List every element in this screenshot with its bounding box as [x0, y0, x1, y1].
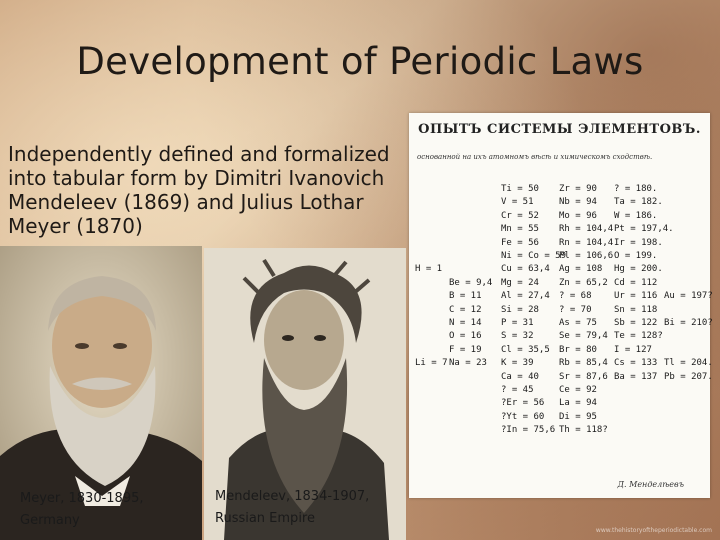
element-cell: K = 39: [501, 358, 534, 369]
element-cell: ?Er = 56: [501, 398, 545, 409]
element-cell: Zn = 65,2: [559, 277, 608, 288]
element-cell: ? = 68: [559, 291, 592, 302]
element-cell: Te = 128?: [614, 331, 663, 342]
element-table-row: [409, 183, 710, 196]
element-cell: S = 32: [501, 331, 534, 342]
element-cell: Ni = Co = 59: [501, 251, 567, 261]
element-cell: O = 199.: [614, 251, 658, 261]
element-cell: Cs = 133: [614, 358, 658, 369]
element-cell: Pt = 197,4.: [614, 224, 674, 235]
element-cell: Ti = 50: [501, 184, 539, 194]
element-cell: Cd = 112: [614, 277, 658, 288]
element-table-row: [409, 397, 710, 410]
element-cell: Cu = 63,4: [501, 264, 550, 275]
element-cell: Sr = 87,6: [559, 371, 608, 382]
element-cell: W = 186.: [614, 210, 658, 221]
element-cell: N = 14: [449, 318, 482, 328]
element-cell: Ur = 116: [614, 291, 658, 302]
element-cell: Ce = 92: [559, 385, 597, 395]
element-table-row: [409, 424, 710, 437]
element-cell: Na = 23: [449, 358, 487, 369]
element-cell: O = 16: [449, 331, 482, 342]
element-cell: Au = 197?: [664, 291, 713, 302]
element-cell: Zr = 90: [559, 184, 597, 194]
element-table-row: [409, 263, 710, 276]
element-cell: Al = 27,4: [501, 291, 550, 302]
element-table-row: [409, 411, 710, 424]
element-cell: As = 75: [559, 318, 597, 328]
element-cell: La = 94: [559, 398, 597, 409]
element-cell: Ta = 182.: [614, 197, 663, 208]
element-table: [409, 183, 713, 453]
element-cell: Ag = 108: [559, 264, 603, 275]
element-table-row: [409, 196, 710, 209]
element-cell: Ba = 137: [614, 371, 658, 382]
element-cell: V = 51: [501, 197, 534, 208]
element-table-row: [409, 344, 710, 357]
table-signature: Д. Менделѣевъ: [617, 480, 684, 489]
element-table-row: [409, 290, 713, 303]
element-cell: Hg = 200.: [614, 264, 663, 275]
element-table-row: [409, 250, 710, 263]
slide-title: Development of Periodic Laws: [76, 40, 644, 83]
element-cell: Fe = 56: [501, 237, 539, 248]
table-subtitle: основанной на ихъ атомномъ вѣсѣ и химическомъ сходствѣ.: [417, 153, 653, 161]
element-cell: Mn = 55: [501, 224, 539, 235]
element-cell: Br = 80: [559, 344, 597, 355]
element-cell: ?In = 75,6: [501, 425, 556, 436]
element-cell: Mo = 96: [559, 210, 597, 221]
element-cell: Tl = 204.: [664, 358, 713, 369]
element-cell: Be = 9,4: [449, 277, 493, 288]
mendeleev-caption: Mendeleev, 1834-1907, Russian Empire: [215, 489, 370, 526]
table-title: ОПЫТЪ СИСТЕМЫ ЭЛЕМЕНТОВЪ.: [418, 122, 701, 137]
element-cell: ? = 180.: [614, 184, 658, 194]
element-cell: Li = 7: [415, 358, 448, 369]
element-table-row: [409, 223, 710, 236]
watermark: www.thehistoryoftheperiodictable.com: [595, 527, 712, 534]
element-cell: Rn = 104,4: [559, 237, 614, 248]
element-table-row: [409, 330, 710, 343]
element-cell: Si = 28: [501, 304, 539, 315]
element-cell: Di = 95: [559, 411, 597, 422]
element-cell: Th = 118?: [559, 425, 608, 436]
element-table-row: [409, 277, 710, 290]
element-cell: Rh = 104,4: [559, 224, 614, 235]
element-table-row: [409, 304, 710, 317]
element-cell: Mg = 24: [501, 277, 539, 288]
element-cell: Nb = 94: [559, 197, 597, 208]
element-table-row: [409, 371, 713, 384]
element-cell: Cr = 52: [501, 210, 539, 221]
mendeleev-periodic-table-image: [409, 113, 713, 498]
element-cell: Pb = 207.: [664, 371, 713, 382]
element-cell: C = 12: [449, 304, 482, 315]
element-cell: F = 19: [449, 344, 482, 355]
element-table-row: [409, 357, 713, 370]
meyer-caption: Meyer, 1830-1895, Germany: [20, 491, 144, 528]
element-table-row: [409, 237, 710, 250]
element-cell: Pl = 106,6: [559, 251, 614, 261]
element-table-row: [409, 210, 710, 223]
element-cell: ? = 70: [559, 304, 592, 315]
element-cell: ? = 45: [501, 385, 534, 395]
element-cell: Se = 79,4: [559, 331, 608, 342]
element-cell: I = 127: [614, 344, 652, 355]
element-cell: B = 11: [449, 291, 482, 302]
element-cell: Sb = 122: [614, 318, 658, 328]
element-cell: Bi = 210?: [664, 318, 713, 328]
element-cell: Ca = 40: [501, 371, 539, 382]
element-table-row: [409, 317, 713, 330]
element-cell: P = 31: [501, 318, 534, 328]
element-cell: H = 1: [415, 264, 443, 275]
element-cell: ?Yt = 60: [501, 411, 545, 422]
element-cell: Ir = 198.: [614, 237, 663, 248]
element-table-row: [409, 384, 710, 397]
element-cell: Rb = 85,4: [559, 358, 608, 369]
slide-body-text: Independently defined and formalized into tabular form by Dimitri Ivanovich Mendeleev (1869) and Julius Lothar Meyer (1870): [8, 142, 390, 238]
element-cell: Cl = 35,5: [501, 344, 550, 355]
element-cell: Sn = 118: [614, 304, 658, 315]
